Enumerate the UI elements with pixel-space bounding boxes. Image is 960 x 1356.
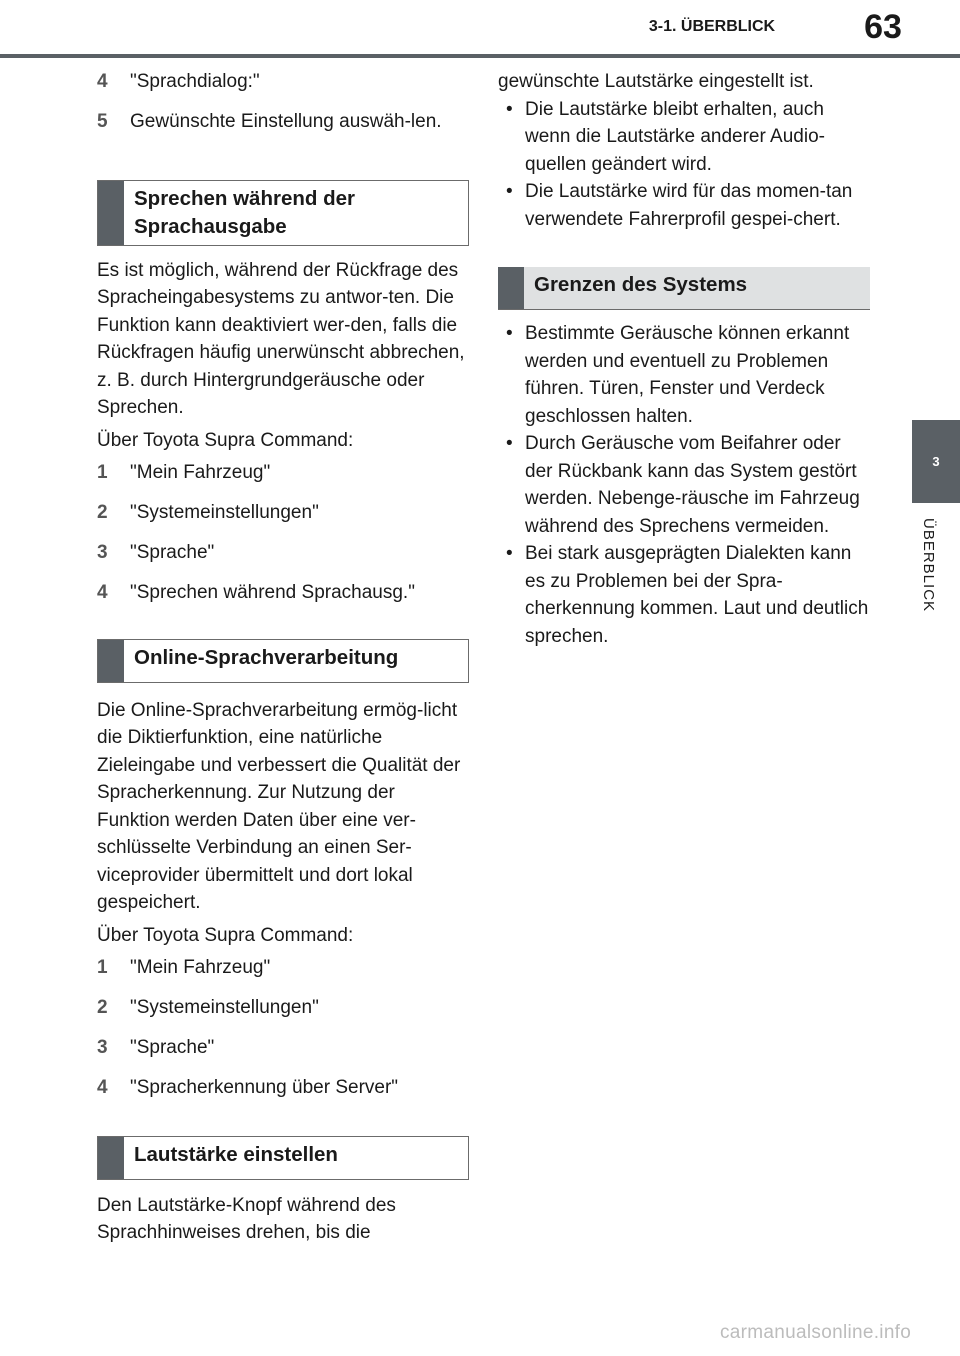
step-number: 1 xyxy=(97,462,108,483)
list-item xyxy=(498,540,870,650)
right-column xyxy=(498,68,870,650)
bullet-icon: • xyxy=(506,543,513,564)
section-heading-text: Sprechen während der Sprachausgabe xyxy=(134,186,356,238)
step-text: "Mein Fahrzeug" xyxy=(130,462,271,483)
step-text: "Sprache" xyxy=(130,542,215,563)
step-number: 2 xyxy=(97,502,108,523)
section-heading-text: Lautstärke einstellen xyxy=(134,1142,338,1166)
step-item xyxy=(97,108,469,136)
step-item xyxy=(97,499,469,527)
bullet-icon: • xyxy=(506,323,513,344)
section-heading-bar xyxy=(498,267,524,309)
section-heading-text: Grenzen des Systems xyxy=(534,273,748,296)
body-paragraph: Die Online-Sprachverarbeitung ermög-licht die Diktierfunktion, eine natürliche Zieleingabe und verbessert die Qualität der Spracherkennung. Zur Nutzung der Funktion werden Daten über eine ver-schlüsselte Verbindung an einen Ser-viceprovider übermittelt und dort lokal gespeichert. xyxy=(97,699,461,913)
step-text: "Systemeinstellungen" xyxy=(130,502,319,523)
step-text: "Spracherkennung über Server" xyxy=(130,1077,399,1098)
chapter-tab xyxy=(912,420,960,503)
list-item-text: Bestimmte Geräusche können erkannt werden und eventuell zu Problemen führen. Türen, Fenster und Verdeck geschlossen halten. xyxy=(525,323,850,427)
list-item xyxy=(498,430,870,540)
bullet-icon: • xyxy=(506,98,513,120)
chapter-tab-label: ÜBERBLICK xyxy=(920,518,937,613)
list-item-text: Durch Geräusche vom Beifahrer oder der Rückbank kann das System gestört werden. Nebenge-räusche im Fahrzeug während des Sprechens vermeiden. xyxy=(525,433,860,537)
step-item xyxy=(97,68,469,96)
step-item xyxy=(97,1074,469,1102)
list-item xyxy=(498,96,870,179)
list-item-text: Die Lautstärke bleibt erhalten, auch wenn die Lautstärke anderer Audio-quellen geändert wird. xyxy=(525,98,825,175)
section-heading-text: Online-Sprachverarbeitung xyxy=(134,645,399,669)
step-text: "Sprachdialog:" xyxy=(130,71,260,92)
step-number: 3 xyxy=(97,542,108,563)
step-text: "Systemeinstellungen" xyxy=(130,997,319,1018)
left-column xyxy=(97,68,469,1252)
bullet-icon: • xyxy=(506,433,513,454)
section-heading-lautstaerke xyxy=(97,1136,469,1180)
section-header-title: 3-1. ÜBERBLICK xyxy=(648,18,776,35)
step-number: 4 xyxy=(97,582,108,603)
step-text: Gewünschte Einstellung auswäh-len. xyxy=(130,111,442,132)
step-text: "Sprache" xyxy=(130,1037,215,1058)
step-item xyxy=(97,539,469,567)
body-paragraph: Es ist möglich, während der Rückfrage des Spracheingabesystems zu antwor-ten. Die Funktion kann deaktiviert wer-den, falls die Rückfragen häufig unerwünscht abbrechen, z. B. durch Hintergrundgeräusche oder Sprechen. xyxy=(97,259,465,418)
section-heading-sprechen xyxy=(97,180,469,246)
list-item xyxy=(498,178,870,233)
section-heading-bar xyxy=(98,181,124,245)
list-item-text: Die Lautstärke wird für das momen-tan verwendete Fahrerprofil gespei-chert. xyxy=(525,181,853,230)
step-item xyxy=(97,579,469,607)
chapter-tab-number: 3 xyxy=(932,454,940,469)
header-rule xyxy=(0,54,960,58)
watermark-text: carmanualsonline.info xyxy=(720,1322,912,1343)
step-item xyxy=(97,954,469,982)
body-paragraph: Den Lautstärke-Knopf während des Sprachhinweises drehen, bis die xyxy=(97,1194,396,1243)
body-paragraph: Über Toyota Supra Command: xyxy=(97,429,354,451)
page-number: 63 xyxy=(864,8,902,46)
step-number: 3 xyxy=(97,1037,108,1058)
section-heading-bar xyxy=(98,1137,124,1179)
step-number: 4 xyxy=(97,71,108,92)
step-number: 5 xyxy=(97,111,108,132)
section-heading-bar xyxy=(98,640,124,682)
body-paragraph: Über Toyota Supra Command: xyxy=(97,924,354,946)
step-item xyxy=(97,1034,469,1062)
step-item xyxy=(97,994,469,1022)
list-item-text: Bei stark ausgeprägten Dialekten kann es zu Problemen bei der Spra-cherkennung kommen. Laut und deutlich sprechen. xyxy=(525,543,869,647)
bullet-list xyxy=(498,96,870,234)
step-number: 2 xyxy=(97,997,108,1018)
body-paragraph: gewünschte Lautstärke eingestellt ist. xyxy=(498,71,814,92)
list-item xyxy=(498,320,870,430)
section-heading-online xyxy=(97,639,469,683)
step-number: 4 xyxy=(97,1077,108,1098)
step-text: "Mein Fahrzeug" xyxy=(130,957,271,978)
step-item xyxy=(97,459,469,487)
bullet-list xyxy=(498,320,870,650)
step-text: "Sprechen während Sprachausg." xyxy=(130,582,415,603)
step-number: 1 xyxy=(97,957,108,978)
bullet-icon: • xyxy=(506,181,513,202)
section-heading-grenzen xyxy=(498,267,870,310)
